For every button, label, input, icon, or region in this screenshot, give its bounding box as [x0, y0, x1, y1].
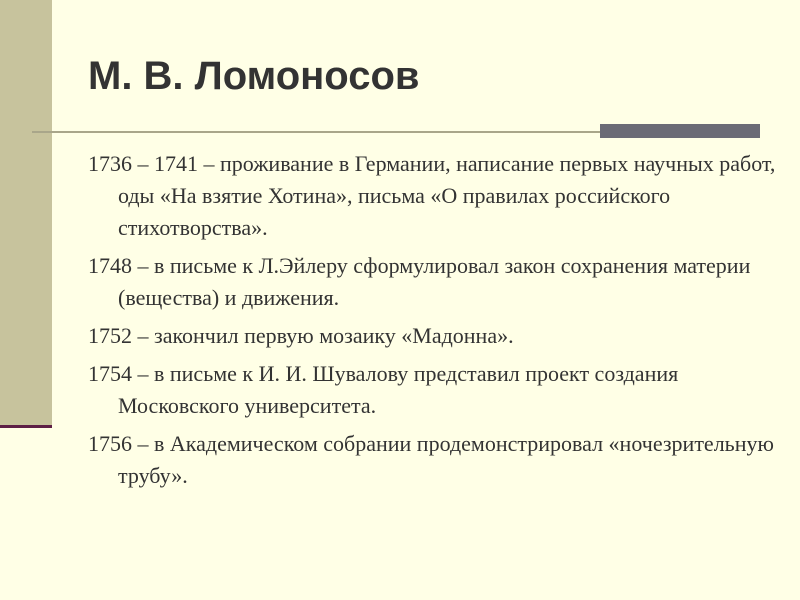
paragraph-1752: 1752 – закончил первую мозаику «Мадонна».: [88, 323, 514, 348]
slide-body: [88, 148, 778, 498]
paragraph-1756: 1756 – в Академическом собрании продемонстрировал «ночезрительную трубу».: [88, 431, 774, 488]
paragraph-1748: 1748 – в письме к Л.Эйлеру сформулировал закон сохранения материи (вещества) и движения.: [88, 253, 751, 310]
paragraph-1736: 1736 – 1741 – проживание в Германии, написание первых научных работ, оды «На взятие Хотина», письма «О правилах российского стихотворства».: [88, 151, 776, 240]
divider-accent-block: [600, 124, 760, 138]
side-decor-line: [0, 425, 52, 428]
side-decor-bar: [0, 0, 52, 425]
slide-title: М. В. Ломоносов: [88, 54, 420, 98]
paragraph-1754: 1754 – в письме к И. И. Шувалову представил проект создания Московского университета.: [88, 361, 679, 418]
title-divider: [32, 131, 600, 133]
